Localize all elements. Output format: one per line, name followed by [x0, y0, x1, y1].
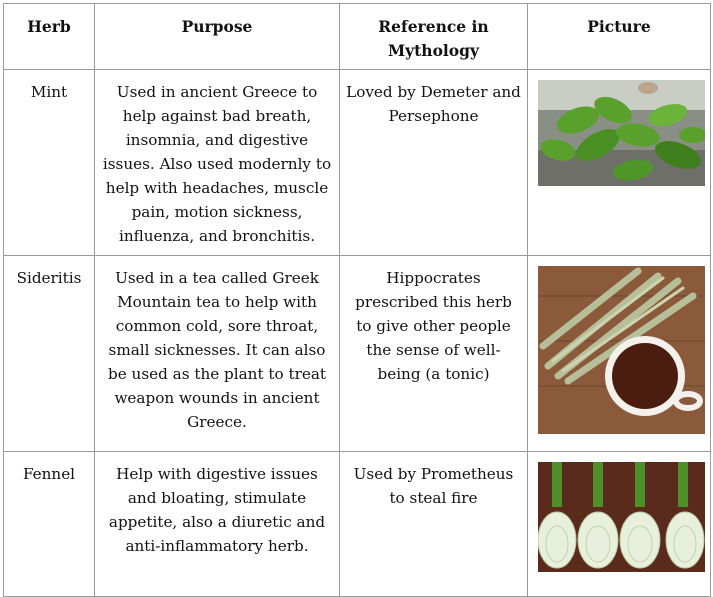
herb-name: Sideritis	[4, 256, 95, 452]
table-row	[4, 70, 711, 256]
header-row	[4, 4, 711, 70]
fennel-bulbs-photo	[538, 462, 705, 572]
table-row	[4, 256, 711, 452]
herb-mythology: Hippocrates prescribed this herb to give other people the sense of well-being (a tonic)	[340, 256, 528, 452]
herb-mythology: Loved by Demeter and Persephone	[340, 70, 528, 256]
herb-purpose: Help with digestive issues and bloating, stimulate appetite, also a diuretic and anti-inflammatory herb.	[95, 452, 340, 597]
table-row	[4, 452, 711, 597]
herb-mythology: Used by Prometheus to steal fire	[340, 452, 528, 597]
mint-photo	[538, 80, 705, 186]
header-herb: Herb	[4, 4, 95, 70]
herb-purpose: Used in a tea called Greek Mountain tea to help with common cold, sore throat, small sicknesses. It can also be used as the plant to treat weapon wounds in ancient Greece.	[95, 256, 340, 452]
sideritis-tea-photo	[538, 266, 705, 434]
header-purpose: Purpose	[95, 4, 340, 70]
herb-name: Fennel	[4, 452, 95, 597]
header-picture: Picture	[528, 4, 711, 70]
header-mythology: Reference in Mythology	[340, 4, 528, 70]
herb-name: Mint	[4, 70, 95, 256]
herb-purpose: Used in ancient Greece to help against bad breath, insomnia, and digestive issues. Also used modernly to help with headaches, muscle pain, motion sickness, influenza, and bronchitis.	[95, 70, 340, 256]
herb-table	[3, 3, 711, 597]
